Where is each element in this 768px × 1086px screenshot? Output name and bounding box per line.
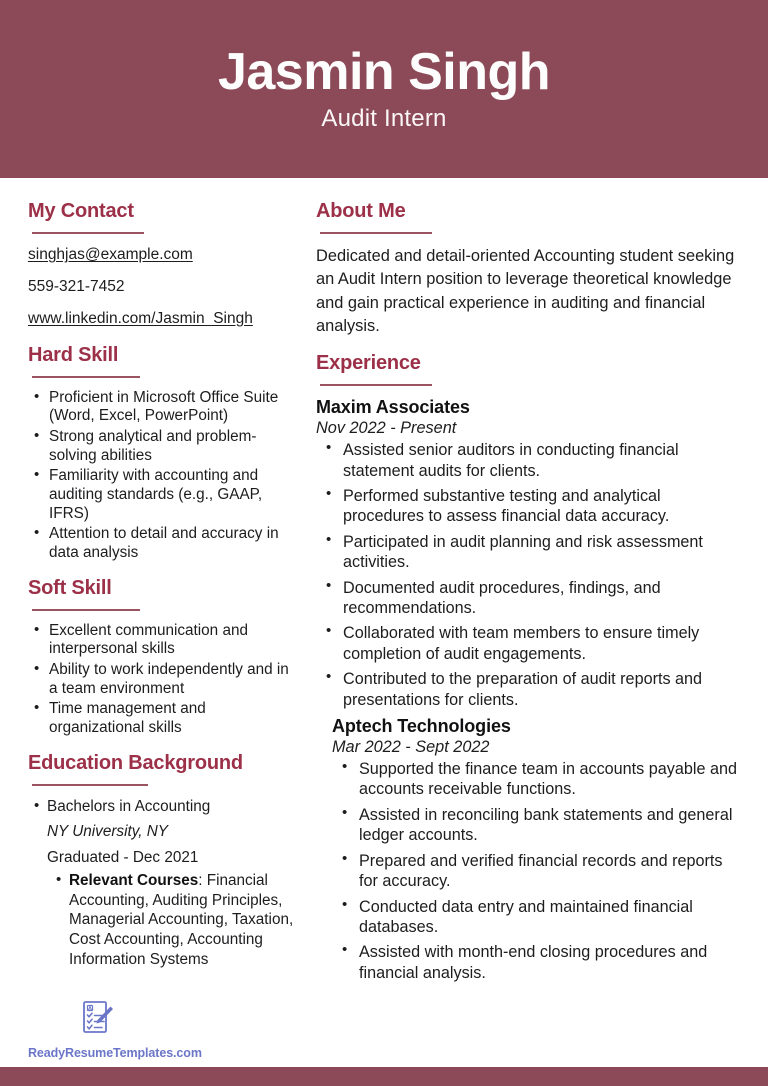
- section-heading-experience: Experience: [316, 352, 421, 375]
- contact-linkedin[interactable]: www.linkedin.com/Jasmin_Singh: [28, 309, 253, 327]
- section-heading-hard-skill: Hard Skill: [28, 343, 119, 366]
- education-entry: [47, 797, 294, 970]
- experience-entry-aptech-technologies: [316, 716, 740, 983]
- candidate-job-title: Audit Intern: [321, 105, 447, 133]
- section-heading-about-me: About Me: [316, 200, 406, 222]
- education-degree: • Bachelors in Accounting: [47, 797, 211, 815]
- list-item: • Conducted data entry and maintained financial databases.: [357, 897, 740, 938]
- section-experience: [316, 352, 740, 983]
- experience-entry-maxim-associates: [316, 397, 740, 710]
- relevant-courses-list: [47, 871, 294, 969]
- list-item: • Collaborated with team members to ensure timely completion of audit engagements.: [341, 623, 740, 664]
- section-heading-education-background: Education Background: [28, 751, 243, 774]
- list-item: • Strong analytical and problem-solving abilities: [47, 428, 294, 465]
- hard-skill-list: [28, 389, 294, 563]
- candidate-name: Jasmin Singh: [217, 42, 551, 101]
- list-item: • Proficient in Microsoft Office Suite (Word, Excel, PowerPoint): [47, 389, 294, 426]
- experience-dates: Nov 2022 - Present: [316, 419, 457, 438]
- contact-email[interactable]: singhjas@example.com: [28, 246, 193, 263]
- education-graduated: Graduated - Dec 2021: [47, 849, 199, 867]
- education-school: NY University, NY: [47, 823, 168, 841]
- list-item: • Assisted with month-end closing procedures and financial analysis.: [357, 942, 740, 983]
- list-item: • Assisted in reconciling bank statements and general ledger accounts.: [357, 805, 740, 846]
- list-item: • Familiarity with accounting and auditing standards (e.g., GAAP, IFRS): [47, 467, 294, 523]
- watermark[interactable]: [28, 1000, 228, 1060]
- list-item: • Performed substantive testing and analytical procedures to assess financial data accuracy.: [341, 486, 740, 527]
- soft-skill-list: [28, 622, 294, 738]
- relevant-courses-item: [69, 871, 294, 969]
- watermark-text: ReadyResumeTemplates.com: [28, 1046, 202, 1060]
- list-item: • Contributed to the preparation of audit reports and presentations for clients.: [341, 669, 740, 710]
- heading-rule: [32, 232, 144, 234]
- experience-bullets: [316, 440, 740, 710]
- experience-company: Aptech Technologies: [332, 716, 511, 737]
- education-list: [28, 797, 294, 970]
- relevant-courses-label: Relevant Courses: [69, 872, 199, 890]
- about-me-text: Dedicated and detail-oriented Accounting student seeking an Audit Intern position to leverage theoretical knowledge and gain practical experience in auditing and financial analysis.: [316, 247, 735, 335]
- list-item: • Attention to detail and accuracy in data analysis: [47, 525, 294, 562]
- experience-company: Maxim Associates: [316, 397, 470, 418]
- resume-body: [0, 178, 768, 1067]
- list-item: • Assisted senior auditors in conducting financial statement audits for clients.: [341, 440, 740, 481]
- left-column: [0, 178, 308, 983]
- heading-rule: [320, 232, 432, 234]
- contact-list: [28, 245, 294, 330]
- relevant-courses-value: : Financial Accounting, Auditing Principles, Managerial Accounting, Taxation, Cost Accounting, Accounting Information Systems: [69, 872, 294, 968]
- experience-bullets: [332, 759, 740, 983]
- heading-rule: [32, 376, 140, 378]
- list-item: • Excellent communication and interpersonal skills: [47, 622, 294, 659]
- experience-dates: Mar 2022 - Sept 2022: [332, 738, 490, 757]
- section-heading-my-contact: My Contact: [28, 200, 134, 222]
- checklist-document-pen-icon: [80, 1000, 228, 1045]
- list-item: • Supported the finance team in accounts payable and accounts receivable functions.: [357, 759, 740, 800]
- section-about-me: [316, 200, 740, 338]
- section-my-contact: [28, 200, 294, 330]
- heading-rule: [32, 784, 148, 786]
- list-item: • Prepared and verified financial records and reports for accuracy.: [357, 851, 740, 892]
- section-hard-skill: [28, 344, 294, 563]
- list-item: • Documented audit procedures, findings, and recommendations.: [341, 578, 740, 619]
- resume-footer-band: [0, 1067, 768, 1086]
- contact-phone[interactable]: 559-321-7452: [28, 277, 125, 295]
- section-soft-skill: [28, 577, 294, 738]
- resume-header: [0, 0, 768, 178]
- list-item: • Time management and organizational skills: [47, 700, 294, 737]
- section-education-background: [28, 752, 294, 970]
- section-heading-soft-skill: Soft Skill: [28, 576, 112, 599]
- list-item: • Participated in audit planning and risk assessment activities.: [341, 532, 740, 573]
- list-item: • Ability to work independently and in a team environment: [47, 661, 294, 698]
- heading-rule: [320, 384, 432, 386]
- heading-rule: [32, 609, 140, 611]
- right-column: [308, 178, 768, 997]
